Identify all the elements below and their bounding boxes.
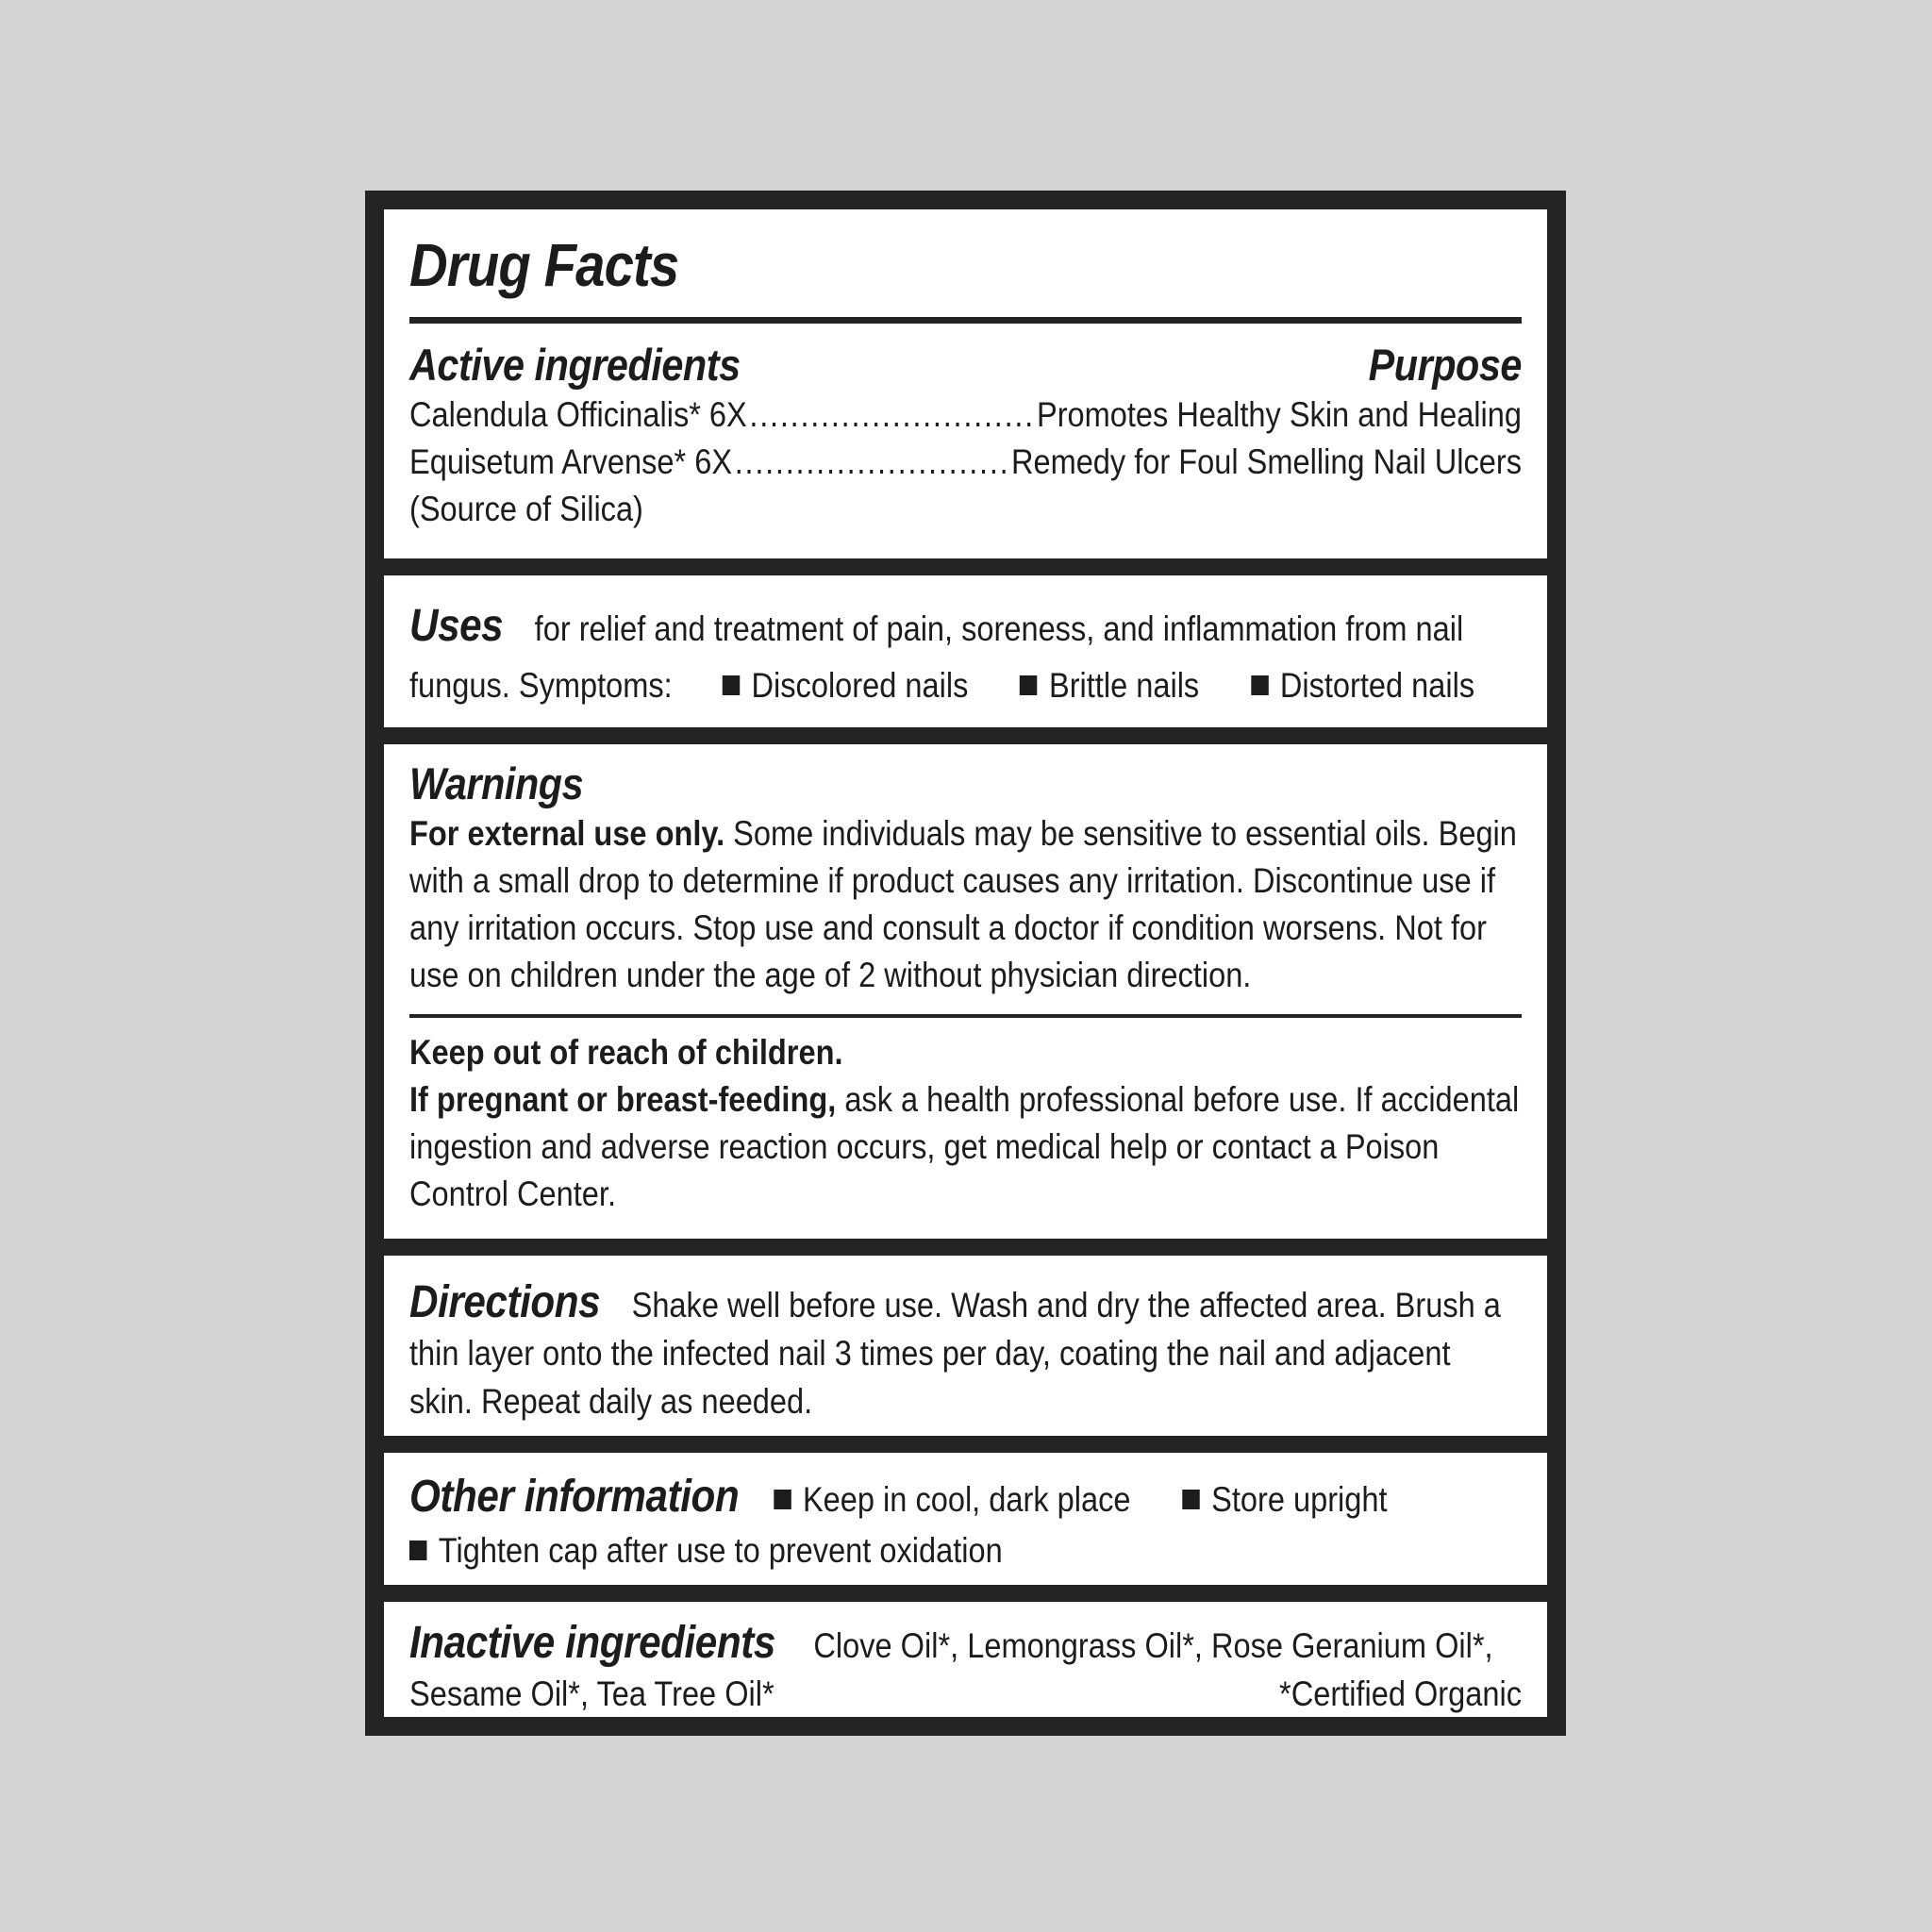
square-bullet-icon bbox=[774, 1490, 791, 1509]
square-bullet-icon bbox=[1182, 1490, 1199, 1509]
dotted-leader bbox=[735, 439, 1009, 486]
active-heading-row bbox=[409, 339, 1522, 391]
ingredient-name: Calendula Officinalis* 6X bbox=[409, 395, 747, 434]
uses-paragraph bbox=[409, 575, 1522, 714]
drug-facts-label bbox=[365, 191, 1566, 1736]
section-warnings bbox=[384, 744, 1547, 1238]
other-info-item bbox=[774, 1480, 1130, 1519]
section-inactive-ingredients bbox=[384, 1602, 1547, 1717]
warnings-divider bbox=[409, 1014, 1522, 1018]
certified-organic-footnote: *Certified Organic bbox=[1279, 1674, 1522, 1714]
inactive-ingredients-text: Clove Oil*, Lemongrass Oil*, Rose Geranium Oil*, Sesame Oil*, Tea Tree Oil* bbox=[409, 1626, 1493, 1714]
ingredient-row bbox=[409, 391, 1522, 439]
ingredient-note: (Source of Silica) bbox=[409, 490, 643, 528]
symptom-label: Distorted nails bbox=[1279, 665, 1475, 705]
directions-heading: Directions bbox=[409, 1276, 601, 1327]
ingredient-name: Equisetum Arvense* 6X bbox=[409, 442, 733, 481]
warnings-heading: Warnings bbox=[409, 758, 584, 809]
ingredient-row bbox=[409, 439, 1522, 486]
directions-paragraph bbox=[409, 1256, 1522, 1425]
square-bullet-icon bbox=[1251, 675, 1268, 695]
section-other-information bbox=[384, 1453, 1547, 1585]
other-info-label: Store upright bbox=[1211, 1480, 1388, 1520]
pregnant-text: ask a health professional before use. If accidental ingestion and adverse reaction occurs, get medical help or contact a Poison Control Center. bbox=[409, 1080, 1520, 1214]
symptom-item bbox=[723, 666, 969, 705]
other-info-label: Tighten cap after use to prevent oxidation bbox=[438, 1531, 1003, 1571]
section-directions bbox=[384, 1256, 1547, 1437]
section-uses bbox=[384, 575, 1547, 728]
warnings-external-paragraph bbox=[409, 810, 1522, 999]
symptom-label: Brittle nails bbox=[1048, 665, 1200, 705]
dotted-leader bbox=[749, 391, 1034, 439]
uses-heading: Uses bbox=[409, 600, 504, 651]
symptom-item bbox=[1251, 666, 1474, 705]
section-active-ingredients bbox=[384, 209, 1547, 558]
drug-facts-title: Drug Facts bbox=[409, 231, 679, 299]
other-info-label: Keep in cool, dark place bbox=[802, 1480, 1131, 1520]
inactive-ingredients-paragraph bbox=[409, 1602, 1522, 1717]
square-bullet-icon bbox=[723, 675, 740, 695]
other-info-item bbox=[1182, 1480, 1387, 1519]
symptom-item bbox=[1020, 666, 1199, 705]
pregnancy-paragraph bbox=[409, 1076, 1522, 1218]
pregnant-bold: If pregnant or breast-feeding, bbox=[409, 1080, 837, 1120]
directions-text: Shake well before use. Wash and dry the affected area. Brush a thin layer onto the infected nail 3 times per day, coating the nail and adjacent skin. Repeat daily as needed. bbox=[409, 1285, 1501, 1421]
symptom-label: Discolored nails bbox=[751, 665, 969, 705]
active-ingredients-heading: Active ingredients bbox=[409, 340, 741, 390]
other-information-heading: Other information bbox=[409, 1472, 740, 1523]
square-bullet-icon bbox=[409, 1541, 426, 1560]
other-information-paragraph bbox=[409, 1453, 1522, 1576]
uses-text: for relief and treatment of pain, soreness, and inflammation from nail fungus. Symptoms: bbox=[409, 608, 1464, 705]
external-use-bold: For external use only. bbox=[409, 814, 725, 854]
external-use-text: Some individuals may be sensitive to essential oils. Begin with a small drop to determine if product causes any irritation. Discontinue use if any irritation occurs. Stop use and consult a doctor if condition worsens. Not for use on children under the age of 2 without physician direction. bbox=[409, 814, 1517, 995]
keep-out-of-reach-line: Keep out of reach of children. bbox=[409, 1033, 843, 1073]
square-bullet-icon bbox=[1020, 675, 1037, 695]
other-info-item bbox=[409, 1531, 1003, 1570]
inactive-ingredients-heading: Inactive ingredients bbox=[409, 1618, 775, 1669]
title-divider bbox=[409, 317, 1522, 324]
purpose-heading: Purpose bbox=[1368, 340, 1522, 390]
ingredient-purpose: Promotes Healthy Skin and Healing bbox=[1036, 395, 1522, 434]
ingredient-purpose: Remedy for Foul Smelling Nail Ulcers bbox=[1010, 442, 1522, 481]
